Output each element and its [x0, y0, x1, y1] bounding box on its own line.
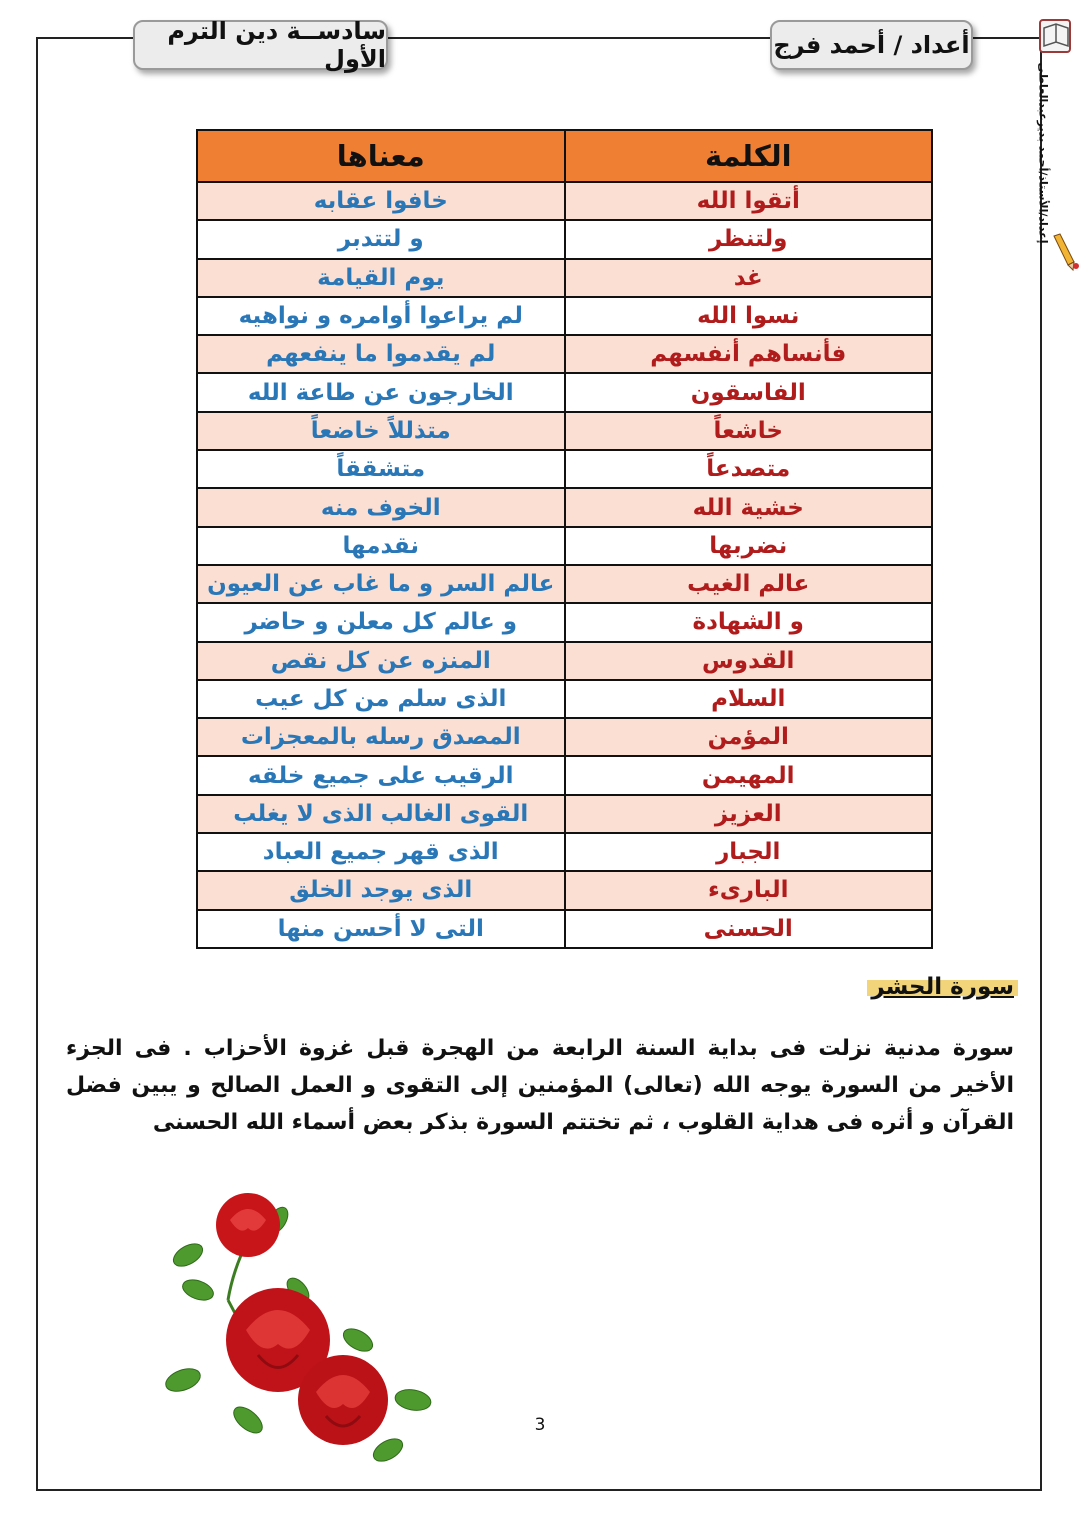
word-cell: الجبار	[565, 833, 933, 871]
table-row	[197, 182, 932, 220]
pencil-icon	[1050, 232, 1080, 272]
word-cell: خاشعاً	[565, 412, 933, 450]
glossary-table	[196, 129, 933, 949]
side-caption: إعداد/الأستاذ/أحمد بديرعبدالعاطى	[1036, 62, 1050, 243]
meaning-cell: و لتتدبر	[197, 220, 565, 258]
section-paragraph: سورة مدنية نزلت فى بداية السنة الرابعة من الهجرة قبل غزوة الأحزاب . فى الجزء الأخير من السورة يوجه الله (تعالى) المؤمنين إلى التقوى و العمل الصالح و يبين فضل القرآن و أثره فى هداية القلوب ، ثم تختتم السورة بذكر بعض أسماء الله الحسنى	[66, 1036, 1014, 1135]
page-number: 3	[534, 1415, 546, 1435]
meaning-cell: متذللاً خاضعاً	[197, 412, 565, 450]
table-row	[197, 871, 932, 909]
table-row	[197, 795, 932, 833]
word-cell: الفاسقون	[565, 373, 933, 411]
word-cell: خشية الله	[565, 488, 933, 526]
table-row	[197, 488, 932, 526]
table-row	[197, 335, 932, 373]
meaning-cell: الذى يوجد الخلق	[197, 871, 565, 909]
table-row	[197, 412, 932, 450]
meaning-cell: عالم السر و ما غاب عن العيون	[197, 565, 565, 603]
word-column-header: الكلمة	[565, 130, 933, 182]
meaning-cell: المصدق رسله بالمعجزات	[197, 718, 565, 756]
word-cell: فأنساهم أنفسهم	[565, 335, 933, 373]
section-heading: سورة الحشر	[871, 974, 1014, 1000]
table-row	[197, 259, 932, 297]
word-cell: الحسنى	[565, 910, 933, 948]
table-row	[197, 756, 932, 794]
table-row	[197, 373, 932, 411]
meaning-cell: يوم القيامة	[197, 259, 565, 297]
table-header-row	[197, 130, 932, 182]
table-row	[197, 833, 932, 871]
word-cell: نضربها	[565, 527, 933, 565]
word-cell: و الشهادة	[565, 603, 933, 641]
word-cell: العزيز	[565, 795, 933, 833]
meaning-cell: الذى سلم من كل عيب	[197, 680, 565, 718]
meaning-cell: الرقيب على جميع خلقه	[197, 756, 565, 794]
meaning-cell: الخارجون عن طاعة الله	[197, 373, 565, 411]
table-row	[197, 220, 932, 258]
course-label: سادســة دين الترم الأول	[133, 20, 388, 70]
table-row	[197, 910, 932, 948]
word-cell: أتقوا الله	[565, 182, 933, 220]
word-cell: غد	[565, 259, 933, 297]
word-cell: السلام	[565, 680, 933, 718]
word-cell: المؤمن	[565, 718, 933, 756]
word-cell: القدوس	[565, 642, 933, 680]
table-row	[197, 527, 932, 565]
table-row	[197, 603, 932, 641]
table-row	[197, 565, 932, 603]
table-row	[197, 450, 932, 488]
meaning-cell: و عالم كل معلن و حاضر	[197, 603, 565, 641]
table-row	[197, 718, 932, 756]
meaning-cell: متشققاً	[197, 450, 565, 488]
word-cell: متصدعاً	[565, 450, 933, 488]
table-row	[197, 642, 932, 680]
meaning-cell: الذى قهر جميع العباد	[197, 833, 565, 871]
word-cell: نسوا الله	[565, 297, 933, 335]
table-row	[197, 297, 932, 335]
word-cell: البارىء	[565, 871, 933, 909]
meaning-cell: التى لا أحسن منها	[197, 910, 565, 948]
table-row	[197, 680, 932, 718]
meaning-cell: خافوا عقابه	[197, 182, 565, 220]
meaning-cell: الخوف منه	[197, 488, 565, 526]
meaning-cell: نقدمها	[197, 527, 565, 565]
word-cell: عالم الغيب	[565, 565, 933, 603]
meaning-cell: لم يراعوا أوامره و نواهيه	[197, 297, 565, 335]
meaning-cell: لم يقدموا ما ينفعهم	[197, 335, 565, 373]
meaning-cell: القوى الغالب الذى لا يغلب	[197, 795, 565, 833]
author-label: أعداد / أحمد فرج	[770, 20, 973, 70]
word-cell: المهيمن	[565, 756, 933, 794]
word-cell: ولتنظر	[565, 220, 933, 258]
meaning-column-header: معناها	[197, 130, 565, 182]
meaning-cell: المنزه عن كل نقص	[197, 642, 565, 680]
